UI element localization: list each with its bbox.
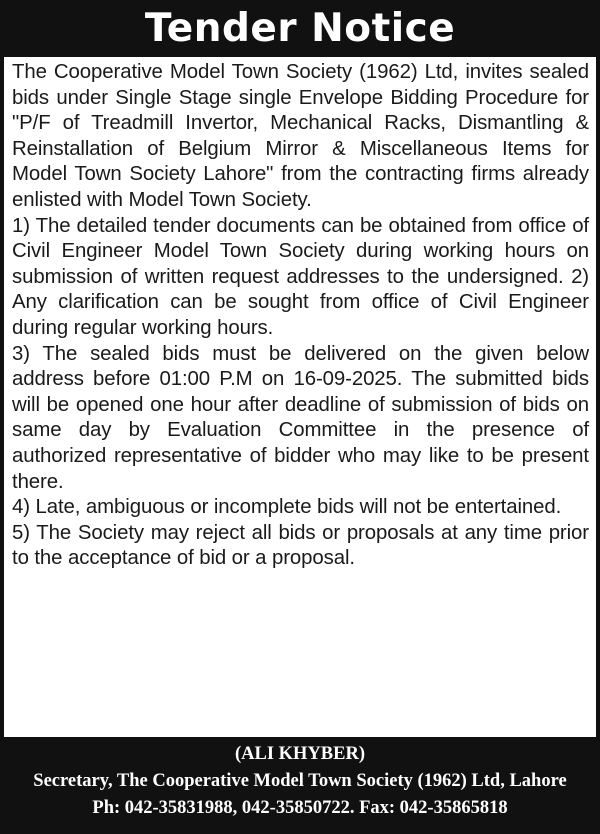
contact-numbers: Ph: 042-35831988, 042-35850722. Fax: 042-35865818: [92, 798, 508, 818]
clause-3: 3) The sealed bids must be delivered on the given below address before 01:00 P.M on 16-09-2025. The submitted bids will be opened one hour after deadline of submission of bids on same day by Evaluation Committee in the presence of authorized representative of bidder who may like to be present there.: [12, 342, 589, 493]
signature-block: [0, 739, 600, 834]
signer-name: (ALI KHYBER): [234, 744, 366, 764]
intro-paragraph: The Cooperative Model Town Society (1962) Ltd, invites sealed bids under Single Stage single Envelope Bidding Procedure for "P/F of Treadmill Invertor, Mechanical Racks, Dismantling & Reinstallation of Belgium Mirror & Miscellaneous Items for Model Town Society Lahore" from the contracting firms already enlisted with Model Town Society.: [12, 61, 589, 211]
title-bar: [0, 0, 600, 57]
clause-1-2: 1) The detailed tender documents can be obtained from office of Civil Engineer Model Town Society during working hours on submission of written request addresses to the undersigned. 2) Any clarification can be sought from office of Civil Engineer during regular working hours.: [12, 214, 589, 339]
clause-5: 5) The Society may reject all bids or proposals at any time prior to the acceptance of bid or a proposal.: [12, 521, 589, 570]
notice-title: Tender Notice: [144, 6, 456, 51]
signer-designation: Secretary, The Cooperative Model Town Society (1962) Ltd, Lahore: [33, 771, 567, 791]
clause-4: 4) Late, ambiguous or incomplete bids will not be entertained.: [12, 496, 562, 519]
notice-body: [4, 57, 596, 737]
